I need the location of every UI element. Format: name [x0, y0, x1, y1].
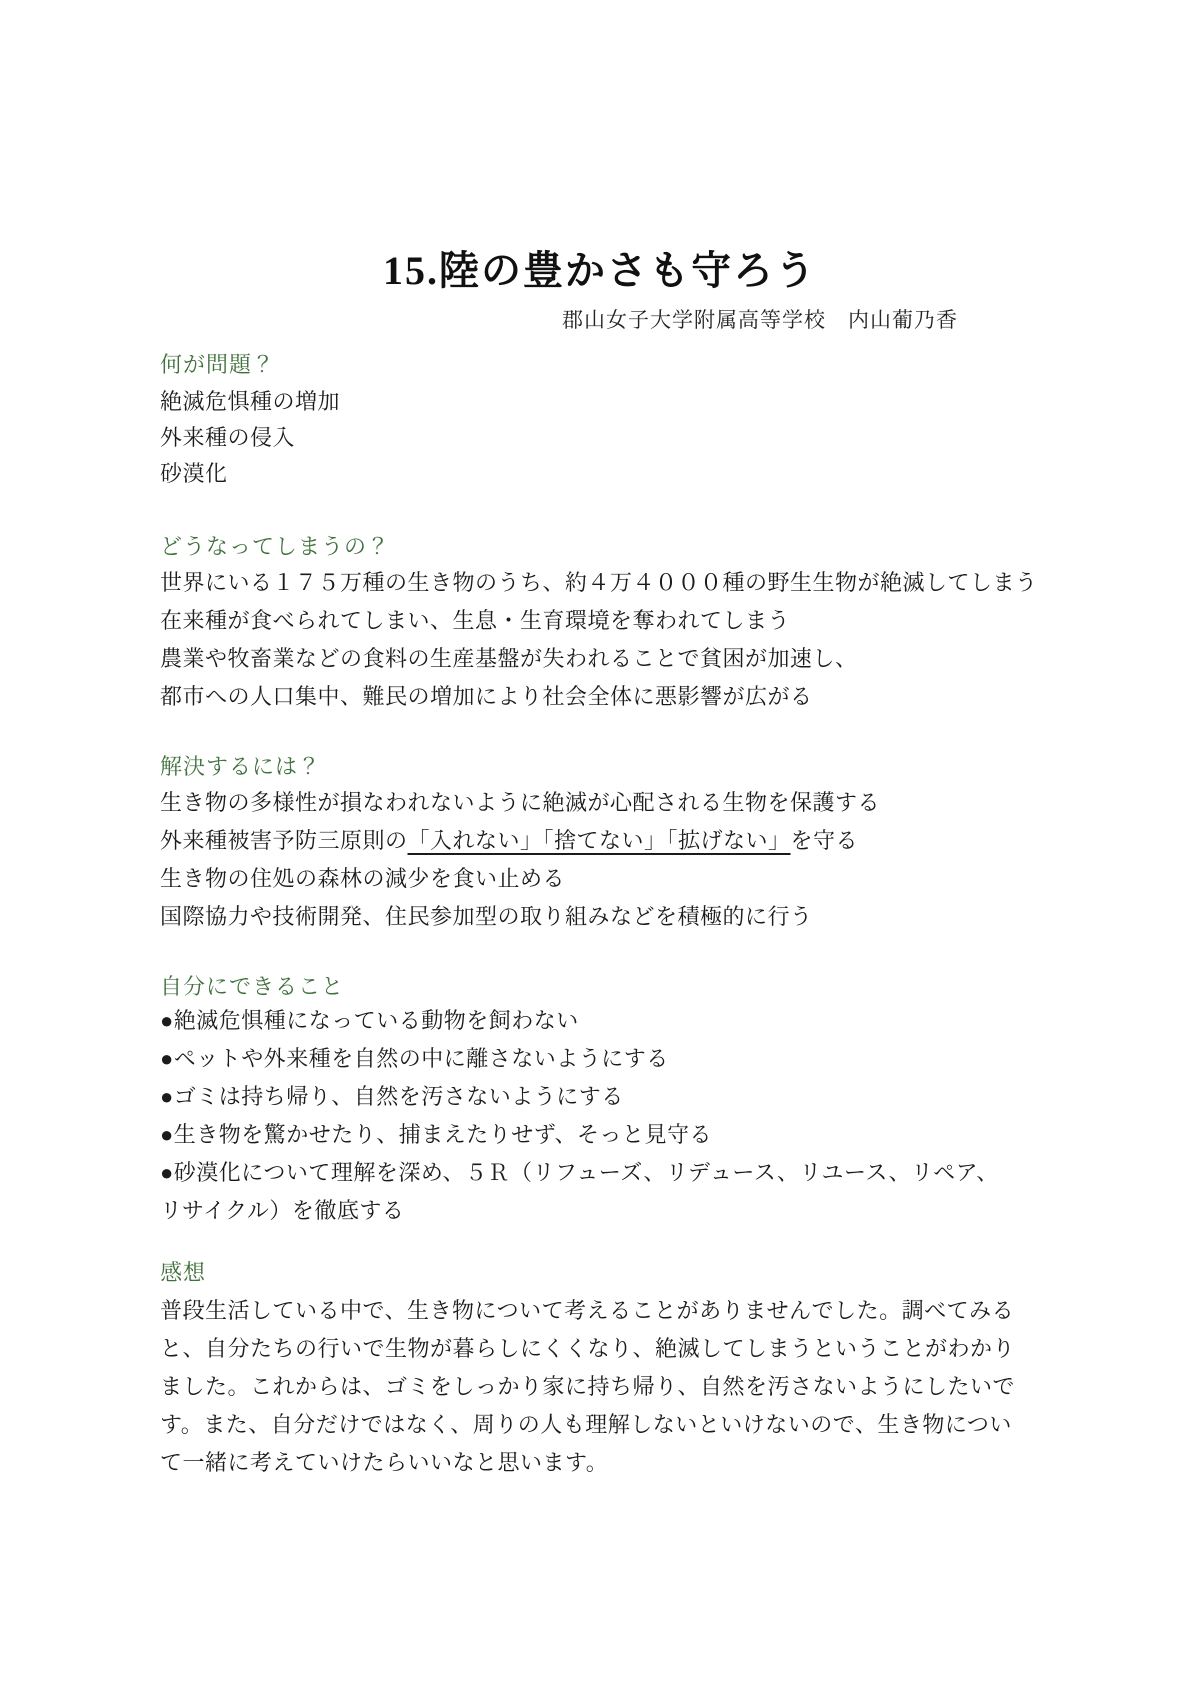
- section-heading-impressions: 感想: [160, 1260, 207, 1285]
- page-title: 15.陸の豊かさも守ろう: [383, 248, 817, 293]
- section-what-will-happen: [160, 532, 1080, 716]
- section-impressions: [160, 1258, 1080, 1482]
- body-text: を守る: [790, 828, 859, 853]
- section-how-to-solve: [160, 752, 1080, 936]
- section-what-i-can-do: [160, 972, 1080, 1230]
- bullet-line: ●ゴミは持ち帰り、自然を汚さないようにする: [160, 1084, 624, 1109]
- section-heading-solutions: 解決するには？: [160, 754, 322, 779]
- body-line: 生き物の住処の森林の減少を食い止める: [160, 866, 566, 891]
- body-line: 都市への人口集中、難民の増加により社会全体に悪影響が広がる: [160, 684, 813, 709]
- section-heading-consequences: どうなってしまうの？: [160, 534, 391, 559]
- section-what-is-the-problem: [160, 350, 1080, 492]
- body-line: 砂漠化: [160, 461, 228, 486]
- body-line: 在来種が食べられてしまい、生息・生育環境を奪われてしまう: [160, 608, 791, 633]
- bullet-line: ●ペットや外来種を自然の中に離さないようにする: [160, 1046, 669, 1071]
- body-line: 絶滅危惧種の増加: [160, 389, 341, 414]
- body-line: 世界にいる１７５万種の生き物のうち、約４万４０００種の野生生物が絶滅してしまう: [160, 570, 1038, 595]
- body-line: 農業や牧畜業などの食料の生産基盤が失われることで貧困が加速し、: [160, 646, 858, 671]
- underlined-text: 「入れない」「捨てない」「拡げない」: [407, 828, 791, 853]
- body-line: 国際協力や技術開発、住民参加型の取り組みなどを積極的に行う: [160, 904, 813, 929]
- bullet-line: ●砂漠化について理解を深め、５Ｒ（リフューズ、リデュース、リユース、リペア、: [160, 1160, 999, 1185]
- body-line: 普段生活している中で、生き物について考えることがありませんでした。調べてみる: [160, 1298, 1015, 1323]
- bullet-line: ●絶滅危惧種になっている動物を飼わない: [160, 1008, 579, 1033]
- section-heading-personal-actions: 自分にできること: [160, 974, 345, 999]
- section-heading-problem: 何が問題？: [160, 352, 276, 377]
- bullet-continuation-line: リサイクル）を徹底する: [160, 1198, 405, 1223]
- body-line: [160, 822, 1080, 860]
- body-text: 外来種被害予防三原則の: [160, 828, 408, 853]
- body-line: と、自分たちの行いで生物が暮らしにくくなり、絶滅してしまうということがわかり: [160, 1336, 1016, 1361]
- bullet-line: ●生き物を驚かせたり、捕まえたりせず、そっと見守る: [160, 1122, 713, 1147]
- body-line: す。また、自分だけではなく、周りの人も理解しないといけないので、生き物につい: [160, 1412, 1012, 1437]
- body-line: て一緒に考えていけたらいいなと思います。: [160, 1450, 609, 1475]
- byline: 郡山女子大学附属高等学校 内山葡乃香: [562, 308, 958, 332]
- body-line: ました。これからは、ゴミをしっかり家に持ち帰り、自然を汚さないようにしたいで: [160, 1374, 1016, 1399]
- body-line: 生き物の多様性が損なわれないように絶滅が心配される生物を保護する: [160, 790, 881, 815]
- body-line: 外来種の侵入: [160, 425, 296, 450]
